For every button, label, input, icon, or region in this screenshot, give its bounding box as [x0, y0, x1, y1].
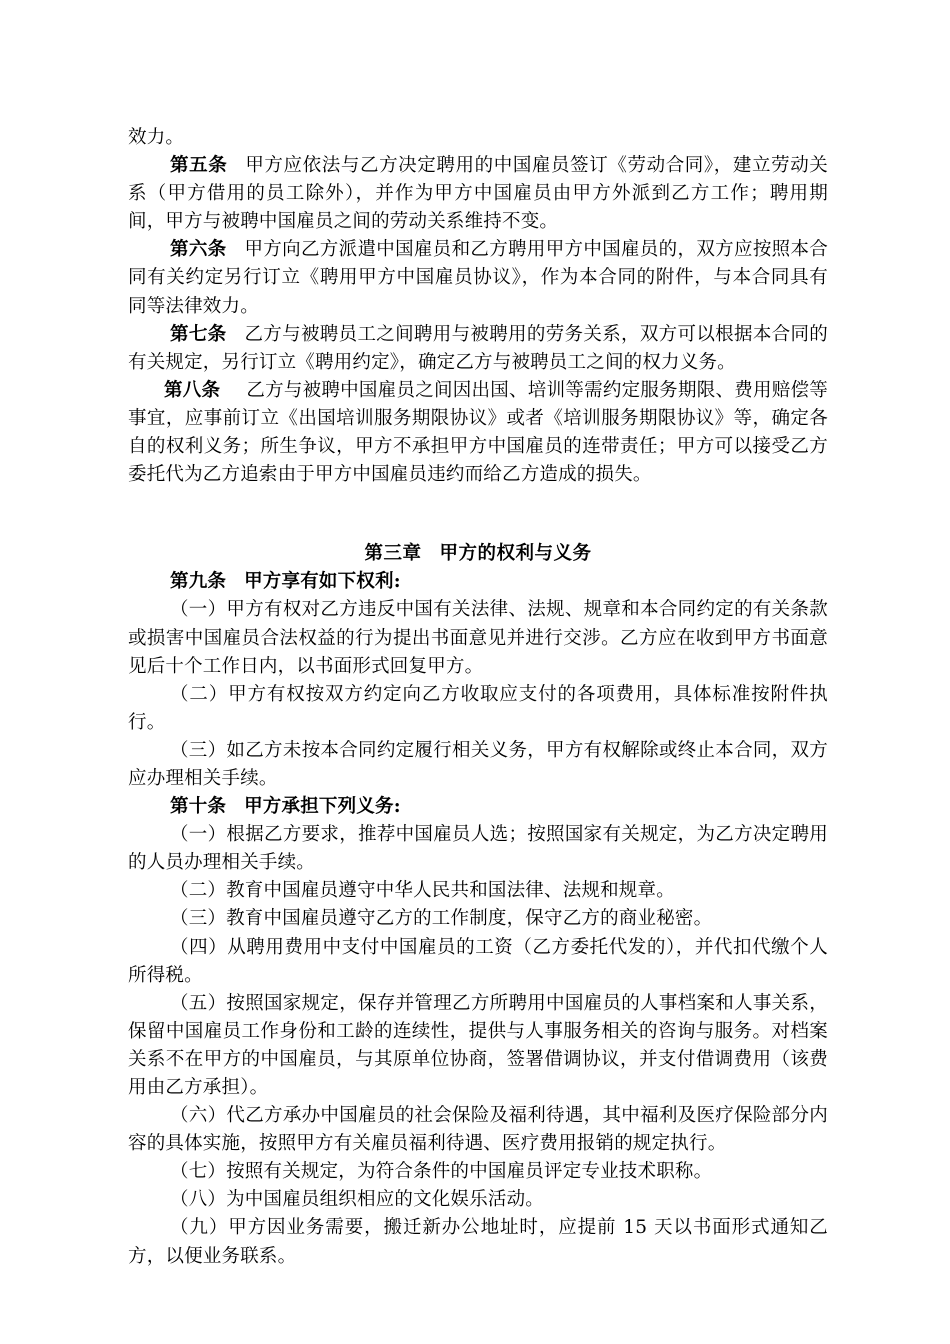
article-5-title: 第五条	[170, 155, 228, 177]
article-10-title: 第十条	[170, 796, 227, 818]
chapter-title: 甲方的权利与义务	[439, 543, 592, 565]
chapter-heading	[128, 540, 828, 568]
article-8	[128, 377, 828, 489]
article-6	[128, 236, 828, 320]
article-9-item: （二）甲方有权按双方约定向乙方收取应支付的各项费用，具体标准按附件执行。	[128, 683, 828, 733]
document-page	[128, 124, 828, 1271]
article-10-heading	[128, 793, 828, 821]
continuation-text: 效力。	[128, 127, 185, 148]
article-6-title: 第六条	[170, 239, 227, 261]
article-8-title: 第八条	[164, 379, 221, 401]
article-5-text: 甲方应依法与乙方决定聘用的中国雇员签订《劳动合同》，建立劳动关系（甲方借用的员工除外），并作为甲方中国雇员由甲方外派到乙方工作；聘用期间，甲方与被聘中国雇员之间的劳动关系维持不变。	[128, 155, 828, 233]
article-10-item: （七）按照有关规定，为符合条件的中国雇员评定专业技术职称。	[170, 1161, 713, 1183]
article-10-item: （五）按照国家规定，保存并管理乙方所聘用中国雇员的人事档案和人事关系，保留中国雇员工作身份和工龄的连续性，提供与人事服务相关的咨询与服务。对档案关系不在甲方的中国雇员，与其原单位协商，签署借调协议，并支付借调费用（该费用由乙方承担）。	[128, 992, 828, 1098]
article-10-item: （九）甲方因业务需要，搬迁新办公地址时，应提前 15 天以书面形式通知乙方，以便业务联系。	[128, 1217, 828, 1267]
article-7-text: 乙方与被聘员工之间聘用与被聘用的劳务关系，双方可以根据本合同的有关规定，另行订立《聘用约定》，确定乙方与被聘员工之间的权力义务。	[128, 323, 828, 373]
article-7	[128, 321, 828, 377]
article-10-heading-text: 甲方承担下列义务:	[244, 796, 401, 818]
article-9-item: （三）如乙方未按本合同约定履行相关义务，甲方有权解除或终止本合同，双方应办理相关手续。	[128, 739, 828, 789]
article-10-item: （二）教育中国雇员遵守中华人民共和国法律、法规和规章。	[170, 880, 675, 902]
article-5	[128, 152, 828, 236]
chapter-number: 第三章	[364, 543, 422, 565]
article-9-title: 第九条	[170, 571, 227, 593]
article-10-item: （八）为中国雇员组织相应的文化娱乐活动。	[170, 1189, 545, 1211]
article-7-title: 第七条	[170, 323, 227, 345]
article-8-text: 乙方与被聘中国雇员之间因出国、培训等需约定服务期限、费用赔偿等事宜，应事前订立《出国培训服务期限协议》或者《培训服务期限协议》等，确定各自的权利义务；所生争议，甲方不承担甲方中国雇员的连带责任；甲方可以接受乙方委托代为乙方追索由于甲方中国雇员违约而给乙方造成的损失。	[128, 379, 829, 486]
article-9-heading	[128, 568, 828, 596]
article-9-heading-text: 甲方享有如下权利:	[244, 571, 401, 593]
article-10-item: （一）根据乙方要求，推荐中国雇员人选；按照国家有关规定，为乙方决定聘用的人员办理相关手续。	[128, 824, 828, 874]
article-10-item: （四）从聘用费用中支付中国雇员的工资（乙方委托代发的），并代扣代缴个人所得税。	[128, 936, 828, 986]
article-6-text: 甲方向乙方派遣中国雇员和乙方聘用甲方中国雇员的，双方应按照本合同有关约定另行订立《聘用甲方中国雇员协议》，作为本合同的附件，与本合同具有同等法律效力。	[128, 239, 828, 317]
article-9-item: （一）甲方有权对乙方违反中国有关法律、法规、规章和本合同约定的有关条款或损害中国雇员合法权益的行为提出书面意见并进行交涉。乙方应在收到甲方书面意见后十个工作日内，以书面形式回复甲方。	[128, 599, 828, 677]
article-10-item: （六）代乙方承办中国雇员的社会保险及福利待遇，其中福利及医疗保险部分内容的具体实施，按照甲方有关雇员福利待遇、医疗费用报销的规定执行。	[128, 1105, 828, 1155]
article-10-item: （三）教育中国雇员遵守乙方的工作制度，保守乙方的商业秘密。	[170, 908, 713, 930]
